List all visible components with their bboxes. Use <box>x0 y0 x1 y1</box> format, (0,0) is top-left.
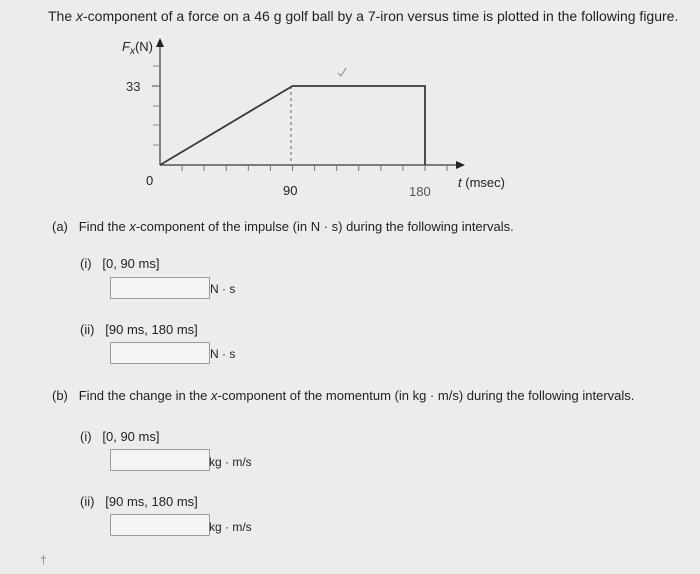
x-axis-arrow <box>456 161 465 169</box>
cursor-mark-icon: † <box>40 553 47 567</box>
part-b-x-italic: x <box>211 388 218 403</box>
part-a-ii-unit: N · s <box>210 347 236 361</box>
y-tick-label-33: 33 <box>126 79 141 94</box>
check-mark-scribble <box>338 68 346 76</box>
x-label-unit: (msec) <box>461 175 505 190</box>
force-time-graph <box>0 0 700 210</box>
part-b-i-unit: kg · m/s <box>209 455 252 469</box>
x-ticks <box>182 165 447 171</box>
part-a-text-post: -component of the impulse (in N · s) during the following intervals. <box>135 219 514 234</box>
part-b-text-pre: Find the change in the <box>78 388 211 403</box>
part-a-text-pre: Find the <box>78 219 130 234</box>
part-a-ii-label <box>80 322 198 337</box>
x-label-t: t <box>458 175 462 190</box>
part-a-ii-answer-input[interactable] <box>110 342 210 364</box>
part-b-ii-num: (ii) <box>80 494 95 509</box>
part-b-text-post: -component of the momentum (in kg · m/s) during the following intervals. <box>217 388 635 403</box>
part-b-question <box>52 388 634 403</box>
x-axis-label <box>458 175 505 190</box>
part-a-ii-num: (ii) <box>80 322 95 337</box>
part-b-i-range: [0, 90 ms] <box>102 429 160 444</box>
part-b-ii-unit: kg · m/s <box>209 520 252 534</box>
part-b-i-answer-input[interactable] <box>110 449 210 471</box>
intro-x-italic: x <box>76 8 84 24</box>
part-a-label: (a) <box>52 219 68 234</box>
part-b-ii-answer-input[interactable] <box>110 514 210 536</box>
part-b-i-label <box>80 429 159 444</box>
y-label-subscript: x <box>129 46 135 57</box>
y-label-unit: (N) <box>134 39 153 54</box>
x-tick-label-90: 90 <box>283 183 298 198</box>
x-tick-label-0: 0 <box>146 173 154 188</box>
part-b-ii-range: [90 ms, 180 ms] <box>105 494 198 509</box>
y-label-f: F <box>122 39 130 54</box>
x-tick-label-180: 180 <box>409 184 431 199</box>
part-a-i-num: (i) <box>80 256 92 271</box>
part-b-i-num: (i) <box>80 429 92 444</box>
intro-text-1: The <box>48 8 77 24</box>
part-a-x-italic: x <box>129 219 136 234</box>
part-b-ii-label <box>80 494 198 509</box>
part-a-question <box>52 219 514 234</box>
part-a-ii-range: [90 ms, 180 ms] <box>105 322 198 337</box>
part-a-i-answer-input[interactable] <box>110 277 210 299</box>
y-axis-arrow <box>156 38 164 47</box>
part-a-i-range: [0, 90 ms] <box>102 256 160 271</box>
force-curve <box>160 86 425 165</box>
intro-text-2: -component of a force on a 46 g golf ball by a 7-iron versus time is plotted in the following figure. <box>83 8 679 24</box>
part-a-i-label <box>80 256 159 271</box>
part-b-label: (b) <box>52 388 68 403</box>
y-axis-label <box>122 39 153 57</box>
part-a-i-unit: N · s <box>210 282 236 296</box>
